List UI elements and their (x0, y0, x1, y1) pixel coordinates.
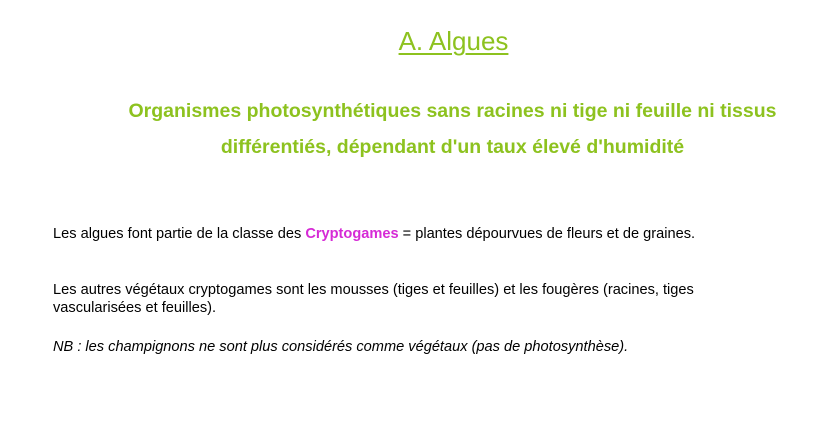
paragraph-cryptogames (53, 226, 753, 244)
paragraph-other-cryptogams: Les autres végétaux cryptogames sont les mousses (tiges et feuilles) et les fougères (racines, tiges vascularisées et feuilles). (53, 282, 694, 316)
paragraph-cryptogames-start: Les algues font partie de la classe des (53, 226, 306, 242)
definition-heading: Organismes photosynthétiques sans racines ni tige ni feuille ni tissus différentiés, dépendant d'un taux élevé d'humidité (128, 100, 777, 158)
cryptogames-term: Cryptogames (305, 226, 399, 242)
section-title: A. Algues (398, 26, 509, 56)
note-champignons: NB : les champignons ne sont plus considérés comme végétaux (pas de photosynthèse). (53, 339, 629, 355)
paragraph-cryptogames-end: = plantes dépourvues de fleurs et de graines. (398, 226, 696, 242)
